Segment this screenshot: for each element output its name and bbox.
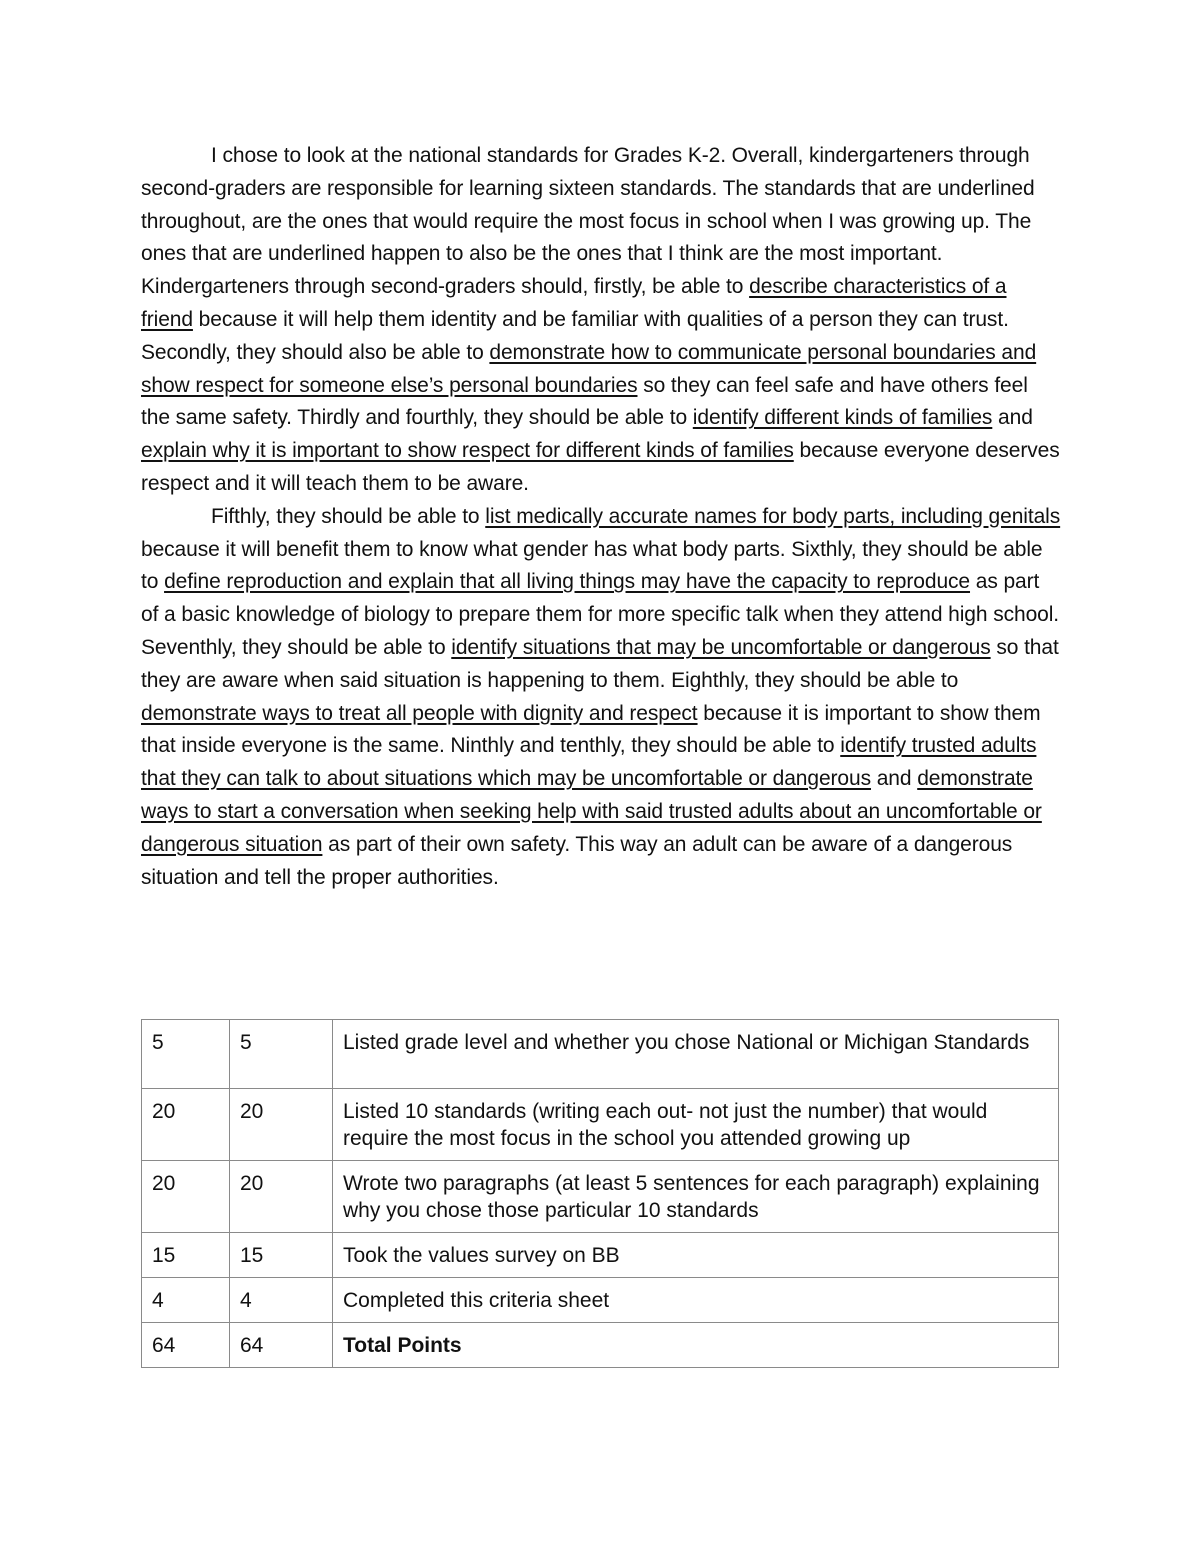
criterion-cell: Listed 10 standards (writing each out- not just the number) that would require the most focus in the school you attended growing up xyxy=(333,1089,1059,1161)
possible-points-cell: 20 xyxy=(230,1089,333,1161)
table-row xyxy=(142,1161,1059,1233)
text-run: because everyone deserves respect and it will teach them to be aware. xyxy=(141,439,1060,495)
possible-points-cell: 15 xyxy=(230,1233,333,1278)
underlined-standard: demonstrate how to communicate personal boundaries and show respect for someone else’s personal boundaries xyxy=(141,340,1037,397)
underlined-standard: describe characteristics of a friend xyxy=(141,275,1007,331)
text-run: so that they are aware when said situation is happening to them. Eighthly, they should be able to xyxy=(141,635,1059,692)
text-run: and xyxy=(992,406,1033,430)
possible-points-cell: 5 xyxy=(230,1020,333,1089)
criteria-table xyxy=(141,1019,1059,1368)
criterion-cell: Listed grade level and whether you chose National or Michigan Standards xyxy=(333,1020,1059,1089)
underlined-standard: define reproduction and explain that all living things may have the capacity to reproduce xyxy=(164,570,971,594)
text-run: as part of a basic knowledge of biology to prepare them for more specific talk when they attend high school. Seventhly, they should be able to xyxy=(141,570,1060,659)
text-run: because it will benefit them to know what gender has what body parts. Sixthly, they should be able to xyxy=(141,537,1043,594)
underlined-standard: list medically accurate names for body parts, including genitals xyxy=(485,504,1061,528)
underlined-standard: explain why it is important to show respect for different kinds of families xyxy=(141,439,794,463)
possible-points-cell: 4 xyxy=(230,1278,333,1323)
total-row xyxy=(142,1323,1059,1368)
total-possible-cell: 64 xyxy=(230,1323,333,1368)
essay-body xyxy=(141,140,1061,894)
text-run: I chose to look at the national standards for Grades K-2. Overall, kindergarteners through second-graders are responsible for learning sixteen standards. The standards that are underlined throughout, are the ones that would require the most focus in school when I was growing up. The ones that are underlined happen to also be the ones that I think are the most important. Kindergarteners through second-graders should, firstly, be able to xyxy=(141,144,1035,299)
text-run: so they can feel safe and have others feel the same safety. Thirdly and fourthly, they should be able to xyxy=(141,373,1028,430)
total-earned-cell: 64 xyxy=(142,1323,230,1368)
criterion-cell: Completed this criteria sheet xyxy=(333,1278,1059,1323)
criterion-cell: Took the values survey on BB xyxy=(333,1233,1059,1278)
earned-points-cell: 20 xyxy=(142,1161,230,1233)
underlined-standard: identify situations that may be uncomfortable or dangerous xyxy=(451,635,991,659)
essay-paragraph-1 xyxy=(141,140,1061,501)
table-row xyxy=(142,1020,1059,1089)
earned-points-cell: 4 xyxy=(142,1278,230,1323)
earned-points-cell: 15 xyxy=(142,1233,230,1278)
text-run: as part of their own safety. This way an adult can be aware of a dangerous situation and tell the proper authorities. xyxy=(141,832,1013,889)
text-run: because it is important to show them that inside everyone is the same. Ninthly and tenthly, they should be able to xyxy=(141,701,1041,758)
criterion-cell: Wrote two paragraphs (at least 5 sentences for each paragraph) explaining why you chose those particular 10 standards xyxy=(333,1161,1059,1233)
earned-points-cell: 5 xyxy=(142,1020,230,1089)
earned-points-cell: 20 xyxy=(142,1089,230,1161)
essay-paragraph-2 xyxy=(141,501,1061,895)
table-row xyxy=(142,1089,1059,1161)
text-run: Fifthly, they should be able to xyxy=(211,504,486,528)
total-points-label: Total Points xyxy=(333,1323,1059,1368)
possible-points-cell: 20 xyxy=(230,1161,333,1233)
underlined-standard: identify trusted adults that they can talk to about situations which may be uncomfortable or dangerous xyxy=(141,734,1037,791)
text-run: and xyxy=(870,767,918,791)
table-row xyxy=(142,1278,1059,1323)
underlined-standard: demonstrate ways to treat all people with dignity and respect xyxy=(141,701,698,725)
text-run: because it will help them identity and be familiar with qualities of a person they can trust. Secondly, they should also be able to xyxy=(141,307,1009,364)
table-row xyxy=(142,1233,1059,1278)
underlined-standard: demonstrate ways to start a conversation when seeking help with said trusted adults about an uncomfortable or dangerous situation xyxy=(141,767,1042,856)
underlined-standard: identify different kinds of families xyxy=(692,406,993,430)
